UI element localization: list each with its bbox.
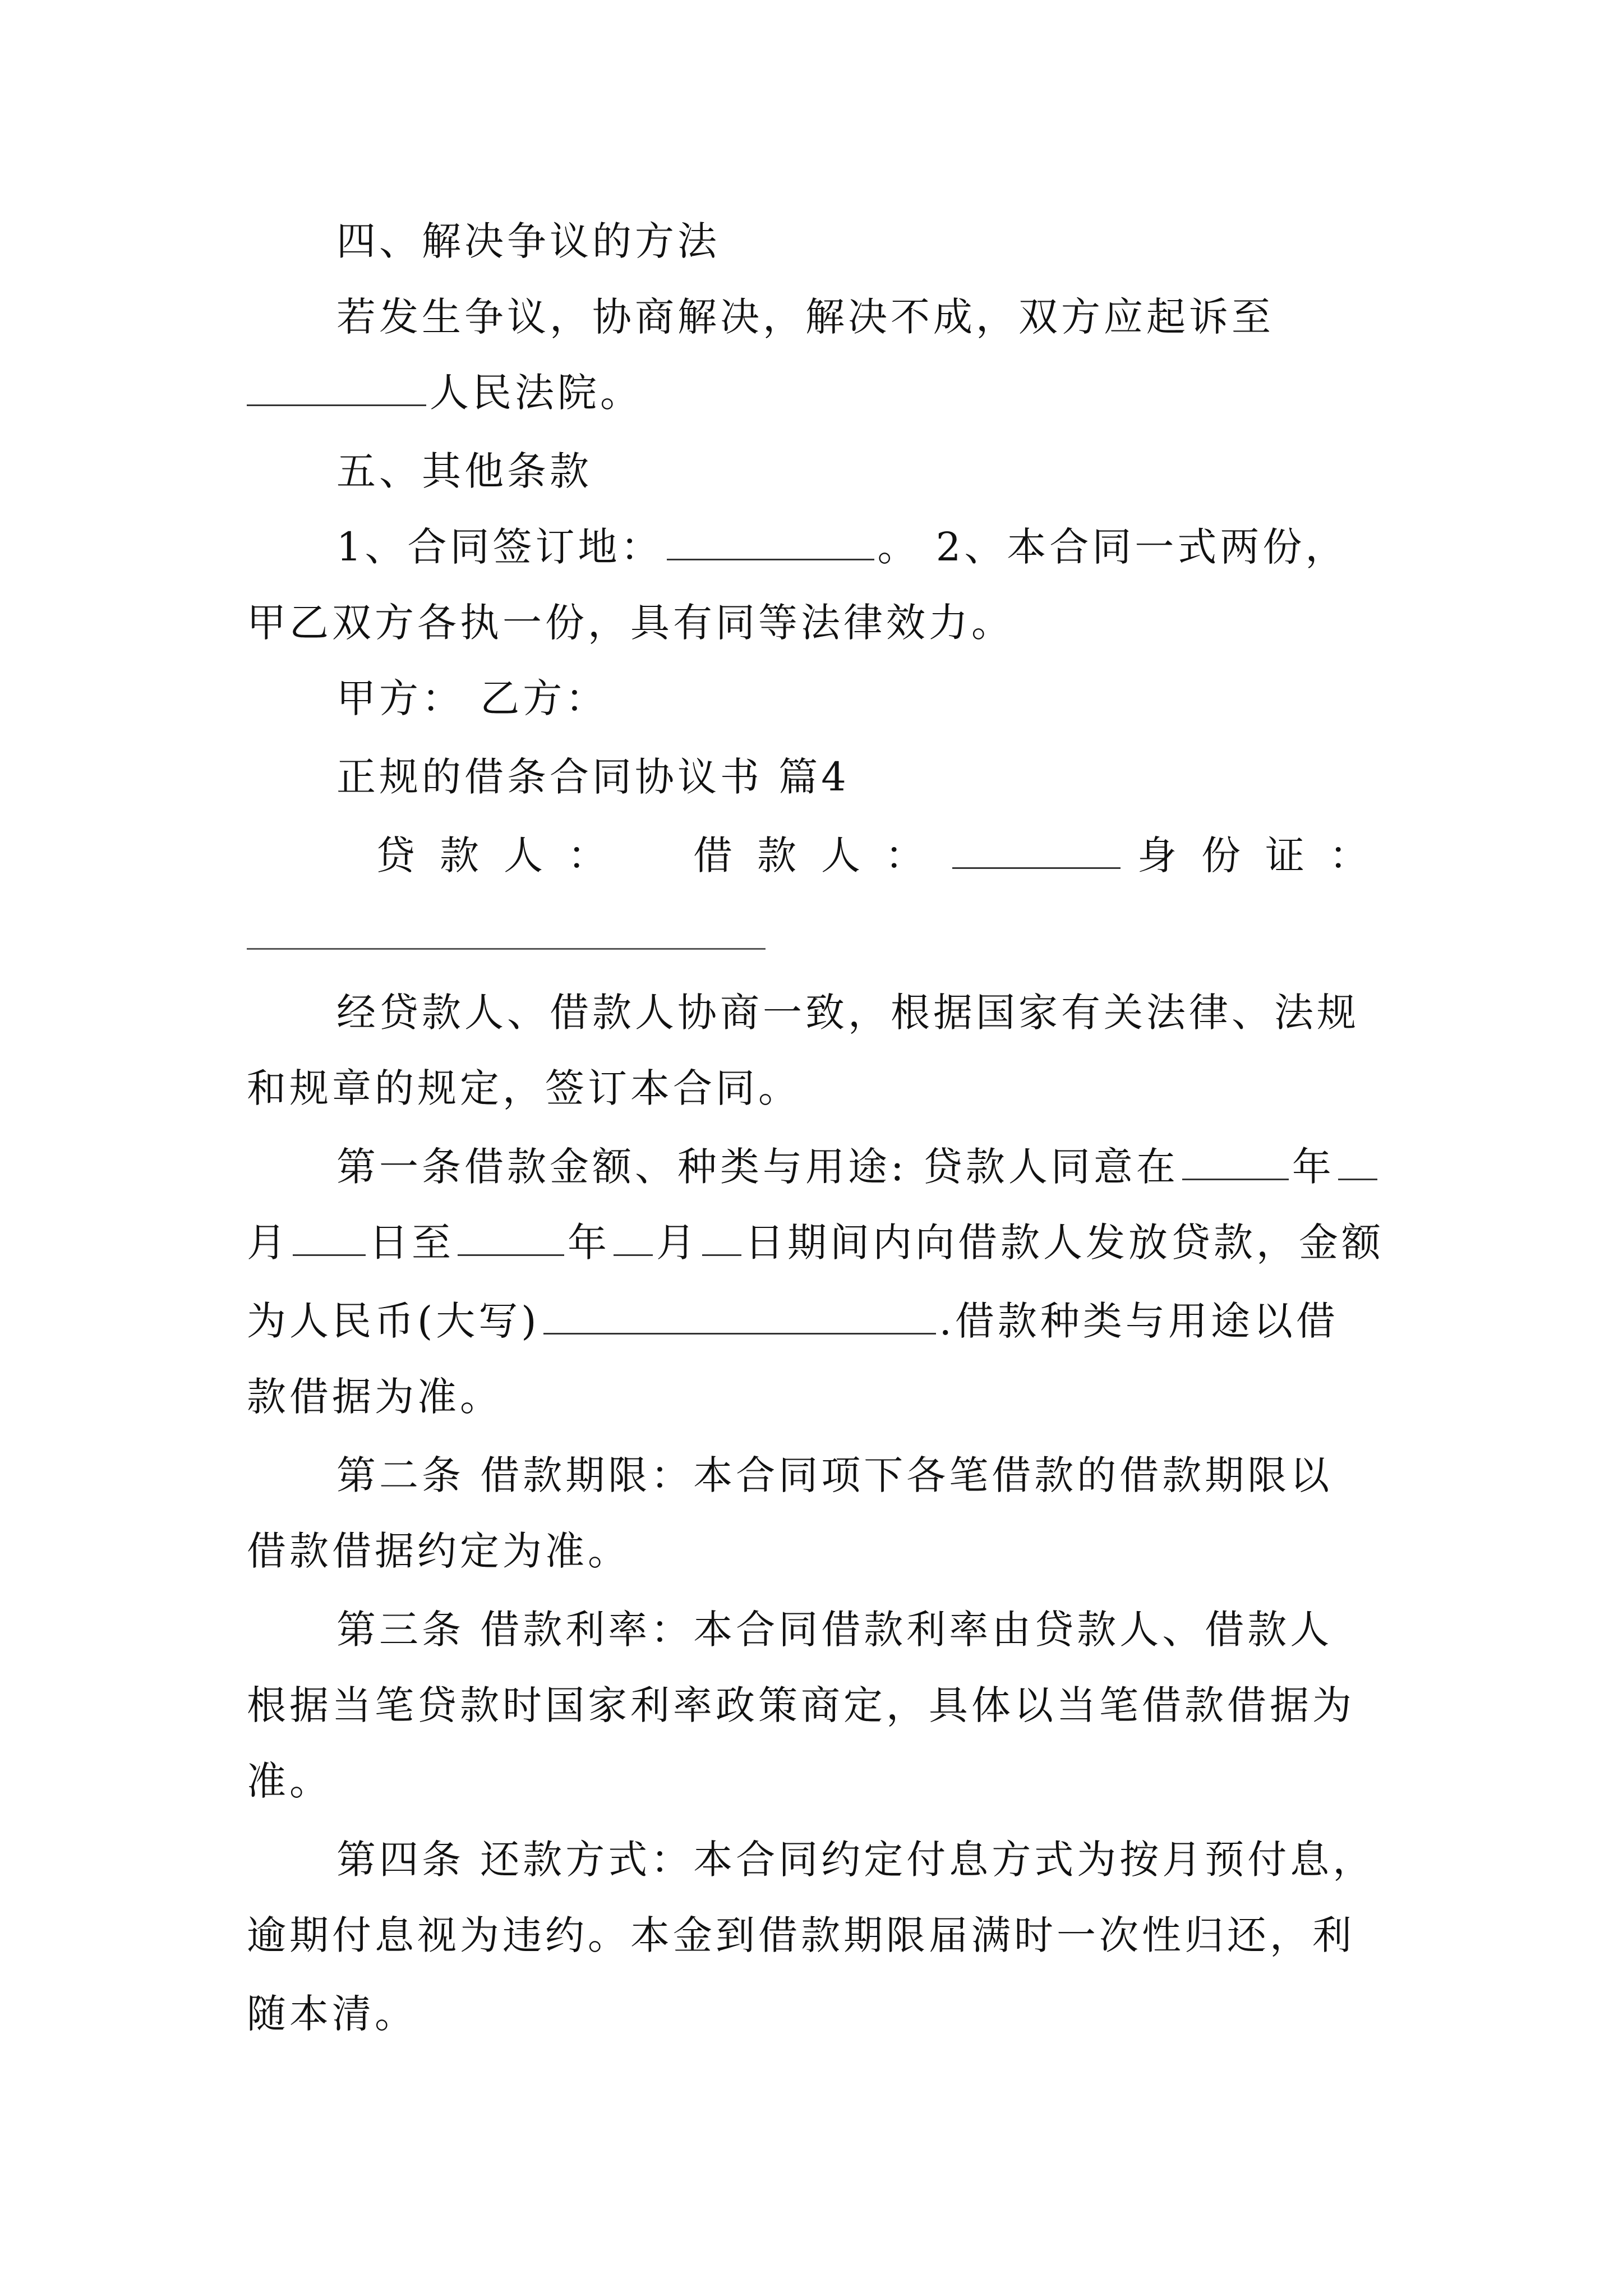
text: 1、合同签订地： xyxy=(336,524,663,570)
paragraph-line xyxy=(336,987,1391,1038)
text: 五、其他条款 xyxy=(336,448,592,494)
text: 借款借据约定为准。 xyxy=(247,1528,630,1574)
paragraph-line xyxy=(336,292,1391,342)
article-2-line xyxy=(336,1450,1391,1501)
fill-blank-month xyxy=(614,1223,653,1256)
article-4-line xyxy=(247,1910,1391,1961)
text: 年 xyxy=(568,1220,610,1266)
text: 甲乙双方各执一份，具有同等法律效力。 xyxy=(247,600,1014,646)
article-1-line xyxy=(336,1142,1391,1192)
text: 款借据为准。 xyxy=(247,1374,502,1420)
text: 人民法院。 xyxy=(430,370,643,416)
lender-label: 贷款人： xyxy=(376,832,631,878)
text: 为人民币(大写) xyxy=(247,1298,540,1344)
text: .借款种类与用途以借 xyxy=(939,1298,1339,1344)
paragraph-line xyxy=(247,367,1391,418)
fill-blank-signing-place xyxy=(667,527,874,560)
text: 日至 xyxy=(369,1220,454,1266)
text: 第三条 借款利率：本合同借款利率由贷款人、借款人 xyxy=(336,1607,1333,1653)
text: 甲方： 乙方： xyxy=(336,675,608,721)
text: 年 xyxy=(1292,1144,1335,1190)
text: 根据当笔贷款时国家利率政策商定，具体以当笔借款借据为 xyxy=(247,1682,1355,1728)
section-heading-dispute xyxy=(336,216,1391,266)
article-3-line xyxy=(336,1604,1391,1655)
paragraph-line xyxy=(247,597,1391,648)
article-1-line xyxy=(247,1217,1391,1268)
text: 日期间内向借款人发放贷款，金额 xyxy=(745,1220,1384,1266)
text: 经贷款人、借款人协商一致，根据国家有关法律、法规 xyxy=(336,990,1359,1036)
section-heading-other xyxy=(336,446,1391,496)
article-3-line xyxy=(247,1756,1391,1806)
fill-blank-year xyxy=(1182,1147,1289,1180)
text: 月 xyxy=(247,1220,289,1266)
text: 四、解决争议的方法 xyxy=(336,218,720,264)
signature-parties xyxy=(336,673,1391,724)
id-card-label: 身份证： xyxy=(1137,832,1393,878)
article-4-line xyxy=(247,1989,1391,2039)
fill-blank-day xyxy=(702,1223,741,1256)
chapter-title xyxy=(336,752,1391,802)
text: 第一条借款金额、种类与用途: 贷款人同意在 xyxy=(336,1144,1179,1190)
text: 第四条 还款方式：本合同约定付息方式为按月预付息， xyxy=(336,1837,1376,1883)
article-1-line xyxy=(247,1296,1391,1346)
fill-blank-id-number xyxy=(247,948,766,950)
fill-blank-borrower xyxy=(952,836,1121,869)
borrower-label: 借款人： xyxy=(693,832,949,878)
fill-blank-year xyxy=(458,1223,564,1256)
article-3-line xyxy=(247,1680,1391,1731)
text: 。 2、本合同一式两份， xyxy=(877,524,1348,570)
text: 准。 xyxy=(247,1758,332,1804)
fill-blank-month xyxy=(1338,1147,1377,1180)
fill-blank-amount xyxy=(543,1301,936,1335)
text: 逾期付息视为违约。本金到借款期限届满时一次性归还，利 xyxy=(247,1912,1355,1958)
article-2-line xyxy=(247,1526,1391,1576)
party-info-line xyxy=(376,830,1391,881)
paragraph-line xyxy=(336,522,1391,572)
text: 第二条 借款期限：本合同项下各笔借款的借款期限以 xyxy=(336,1452,1333,1498)
text: 和规章的规定，签订本合同。 xyxy=(247,1065,801,1111)
article-4-line xyxy=(336,1834,1391,1885)
text: 月 xyxy=(656,1220,699,1266)
text: 随本清。 xyxy=(247,1991,417,2037)
paragraph-line xyxy=(247,1063,1391,1114)
fill-blank-day xyxy=(293,1223,366,1256)
article-1-line xyxy=(247,1372,1391,1422)
text: 若发生争议，协商解决，解决不成，双方应起诉至 xyxy=(336,294,1274,340)
text: 正规的借条合同协议书 篇4 xyxy=(336,754,850,800)
fill-blank-court xyxy=(247,373,426,406)
